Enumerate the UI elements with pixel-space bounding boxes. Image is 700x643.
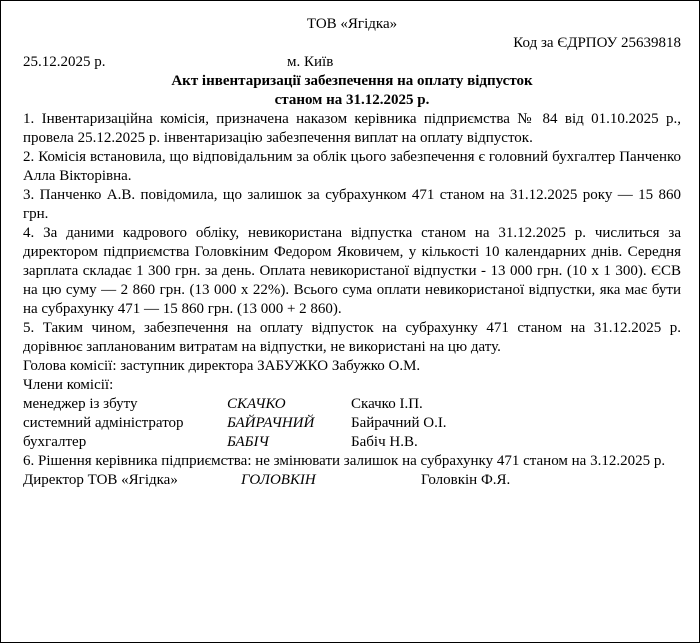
document-city: м. Київ xyxy=(287,54,334,70)
commission-member xyxy=(23,395,681,414)
date-city-row xyxy=(23,53,681,72)
commission-members-label: Члени комісії: xyxy=(23,377,114,393)
decision-paragraph: 6. Рішення керівника підприємства: не змінювати залишок на субрахунку 471 станом на 3.12.2025 р. xyxy=(23,453,666,469)
director-name: Головкін Ф.Я. xyxy=(421,472,511,488)
company-name: ТОВ «Ягідка» xyxy=(306,16,398,32)
document-title: Акт інвентаризації забезпечення на оплату відпусток xyxy=(171,73,533,89)
member-position: бухгалтер xyxy=(23,434,87,450)
director-label: Директор ТОВ «Ягідка» xyxy=(23,472,178,488)
member-signature: БАЙРАЧНИЙ xyxy=(227,415,315,431)
member-name: Скачко І.П. xyxy=(351,396,423,412)
member-signature: БАБІЧ xyxy=(227,434,269,450)
commission-head: Голова комісії: заступник директора ЗАБУЖКО Забужко О.М. xyxy=(23,358,421,374)
paragraph-4: 4. За даними кадрового обліку, невикористана відпустка станом на 31.12.2025 р. числиться за директором підприємства Головкіним Федором Яковичем, у кількості 10 календарних днів. Середня зарплата складає 1 300 грн. за день. Оплата невикористаної відпустки - 13 000 грн. (10 х 1 300). ЄСВ на цю суму — 2 860 грн. (13 000 х 22%). Всього сума оплати невикористаної відпустки, яка має бути на субрахунку 471 — 15 860 грн. (13 000 + 2 860). xyxy=(23,225,681,317)
director-row xyxy=(23,471,681,490)
director-signature: ГОЛОВКІН xyxy=(241,472,316,488)
paragraph-2: 2. Комісія встановила, що відповідальним за облік цього забезпечення є головний бухгалтер Панченко Алла Вікторівна. xyxy=(23,149,681,184)
edrpou-code: Код за ЄДРПОУ 25639818 xyxy=(513,35,681,51)
commission-member xyxy=(23,433,681,452)
document-subtitle: станом на 31.12.2025 р. xyxy=(274,92,430,108)
member-signature: СКАЧКО xyxy=(227,396,286,412)
member-position: менеджер із збуту xyxy=(23,396,138,412)
paragraph-5: 5. Таким чином, забезпечення на оплату відпусток на субрахунку 471 станом на 31.12.2025 р. дорівнює запланованим витратам на відпустки, не використані на цю дату. xyxy=(23,320,681,355)
commission-member xyxy=(23,414,681,433)
member-position: системний адміністратор xyxy=(23,415,184,431)
paragraph-1: 1. Інвентаризаційна комісія, призначена наказом керівника підприємства № 84 від 01.10.2025 р., провела 25.12.2025 р. інвентаризацію забезпечення виплат на оплату відпусток. xyxy=(23,111,681,146)
paragraph-3: 3. Панченко А.В. повідомила, що залишок за субрахунком 471 станом на 31.12.2025 року — 15 860 грн. xyxy=(23,187,681,222)
member-name: Байрачний О.І. xyxy=(351,415,447,431)
member-name: Бабіч Н.В. xyxy=(351,434,418,450)
document-date: 25.12.2025 р. xyxy=(23,54,106,70)
